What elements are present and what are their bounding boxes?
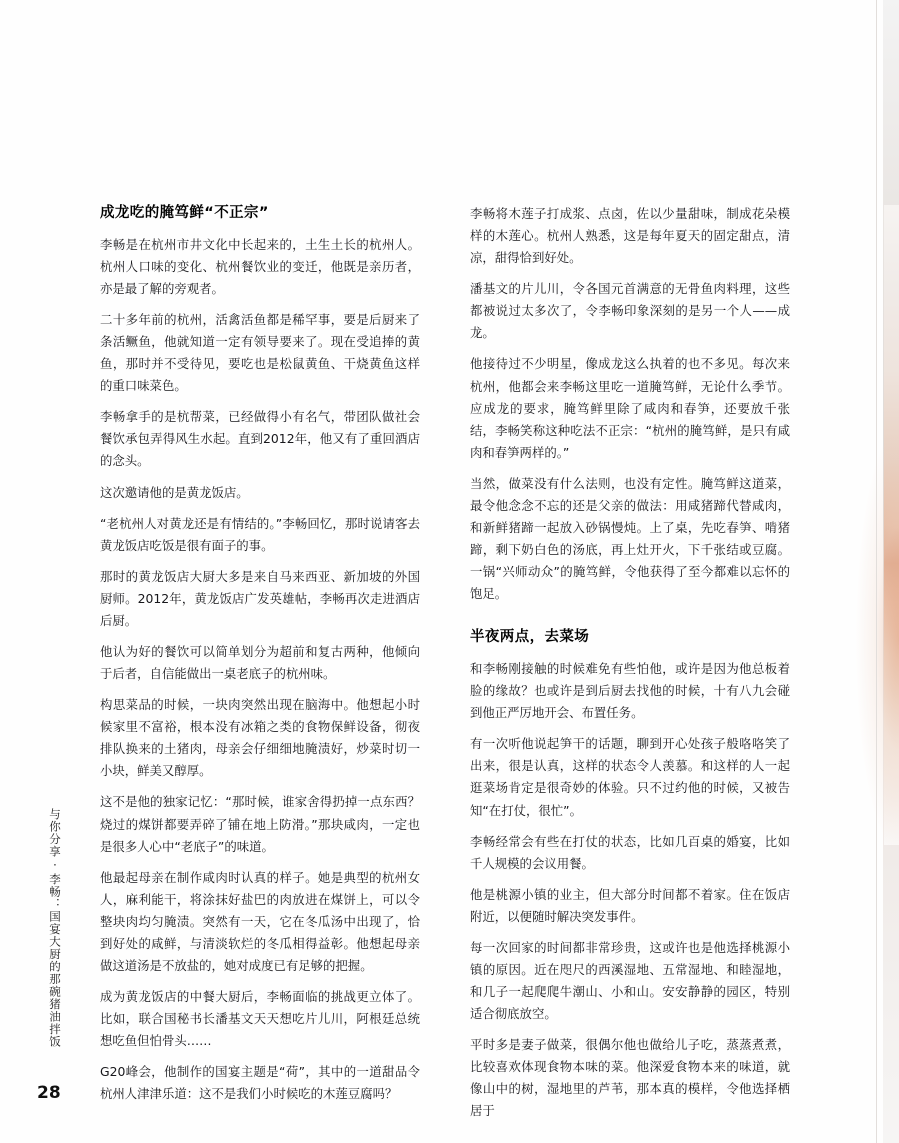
- paragraph: 李畅是在杭州市井文化中长起来的，土生土长的杭州人。杭州人口味的变化、杭州餐饮业的变迁，他既是亲历者，亦是最了解的旁观者。: [100, 236, 420, 296]
- page-fold-line: [876, 0, 877, 1143]
- paragraph: 二十多年前的杭州，活禽活鱼都是稀罕事，要是后厨来了条活鳜鱼，他就知道一定有领导要来了。现在受追捧的黄鱼，那时并不受待见，要吃也是松鼠黄鱼、干烧黄鱼这样的重口味菜色。: [100, 311, 420, 394]
- section-heading-market: 半夜两点，去菜场: [470, 629, 590, 646]
- paragraph: 他是桃源小镇的业主，但大部分时间都不着家。住在饭店附近，以便随时解决突发事件。: [470, 886, 790, 924]
- left-text-column: [100, 203, 420, 1114]
- paragraph: 李畅经常会有些在打仗的状态，比如几百桌的婚宴，比如千人规模的会议用餐。: [470, 833, 790, 871]
- spine-caption: 与你分享·李畅：国宴大厨的那碗猪油拌饭: [48, 808, 62, 1048]
- paragraph: 成为黄龙饭店的中餐大厨后，李畅面临的挑战更立体了。比如，联合国秘书长潘基文天天想吃片儿川，阿根廷总统想吃鱼但怕骨头……: [100, 989, 420, 1049]
- food-photo-glow: [856, 430, 899, 850]
- paragraph: 李畅拿手的是杭帮菜，已经做得小有名气，带团队做社会餐饮承包弄得风生水起。直到2012年，他又有了重回酒店的念头。: [100, 409, 420, 469]
- paragraph: 构思菜品的时候，一块肉突然出现在脑海中。他想起小时候家里不富裕，根本没有冰箱之类的食物保鲜设备，彻夜排队换来的土猪肉，母亲会仔细细地腌渍好，炒菜时切一小块，鲜美又醇厚。: [100, 697, 420, 779]
- paragraph: 和李畅刚接触的时候难免有些怕他，或许是因为他总板着脸的缘故？也或许是到后厨去找他的时候，十有八九会碰到他正严厉地开会、布置任务。: [470, 661, 790, 721]
- paragraph: G20峰会，他制作的国宴主题是“荷”，其中的一道甜品令杭州人津津乐道：这不是我们小时候吃的木莲豆腐吗？: [100, 1064, 420, 1102]
- section-heading-chengl: 成龙吃的腌笃鲜“不正宗”: [100, 205, 269, 221]
- page-number: 28: [37, 1083, 61, 1103]
- paragraph: 那时的黄龙饭店大厨大多是来自马来西亚、新加坡的外国厨师。2012年，黄龙饭店广发英雄帖，李畅再次走进酒店后厨。: [100, 568, 420, 628]
- paragraph: 潘基文的片儿川，令各国元首满意的无骨鱼肉料理，这些都被说过太多次了，令李畅印象深刻的是另一个人——成龙。: [470, 281, 790, 341]
- paragraph: 有一次听他说起笋干的话题，聊到开心处孩子般咯咯笑了出来，很是认真，这样的状态令人羡慕。和这样的人一起逛菜场肯定是很奇妙的体验。只不过约他的时候，又被告知“在打仗，很忙”。: [470, 736, 790, 818]
- paragraph: 他认为好的餐饮可以简单划分为超前和复古两种，他倾向于后者，自信能做出一桌老底子的杭州味。: [100, 644, 420, 682]
- paragraph: 李畅将木莲子打成浆、点卤，佐以少量甜味，制成花朵模样的木莲心。杭州人熟悉，这是每年夏天的固定甜点，清凉，甜得恰到好处。: [470, 206, 790, 266]
- paragraph: 平时多是妻子做菜，很偶尔他也做给儿子吃，蒸蒸煮煮，比较喜欢体现食物本味的菜。他深爱食物本来的味道，就像山中的树，湿地里的芦苇，那本真的模样，令他选择栖居于: [470, 1037, 790, 1119]
- paragraph: “老杭州人对黄龙还是有情结的。”李畅回忆，那时说请客去黄龙饭店吃饭是很有面子的事。: [100, 515, 420, 553]
- right-text-column: [470, 203, 790, 1132]
- paragraph: 当然，做菜没有什么法则，也没有定性。腌笃鲜这道菜，最令他念念不忘的还是父亲的做法：用咸猪蹄代替咸肉，和新鲜猪蹄一起放入砂锅慢炖。上了桌，先吃春笋、啃猪蹄，剩下奶白色的汤底，再上灶开火，下千张结或豆腐。一锅“兴师动众”的腌笃鲜，令他获得了至今都难以忘怀的饱足。: [470, 475, 790, 602]
- paragraph: 每一次回家的时间都非常珍贵，这或许也是他选择桃源小镇的原因。近在咫尺的西溪湿地、五常湿地、和睦湿地，和几子一起爬爬牛潮山、小和山。安安静静的园区，特别适合彻底放空。: [470, 939, 790, 1022]
- paragraph: 这不是他的独家记忆：“那时候，谁家舍得扔掉一点东西？烧过的煤饼都要弄碎了铺在地上防滑。”那块咸肉，一定也是很多人心中“老底子”的味道。: [100, 794, 420, 854]
- paragraph: 他接待过不少明星，像成龙这么执着的也不多见。每次来杭州，他都会来李畅这里吃一道腌笃鲜，无论什么季节。应成龙的要求，腌笃鲜里除了咸肉和春笋，还要放千张结，李畅笑称这种吃法不正宗：“杭州的腌笃鲜，是只有咸肉和春笋两样的。”: [470, 356, 790, 460]
- paragraph: 这次邀请他的是黄龙饭店。: [100, 484, 249, 500]
- paragraph: 他最起母亲在制作咸肉时认真的样子。她是典型的杭州女人，麻利能干，将涂抹好盐巴的肉放进在煤饼上，可以令整块肉均匀腌渍。突然有一天，它在冬瓜汤中出现了，恰到好处的咸鲜，与清淡软烂的冬瓜相得益彰。他想起母亲做这道汤是不放盐的，她对成度已有足够的把握。: [100, 869, 420, 974]
